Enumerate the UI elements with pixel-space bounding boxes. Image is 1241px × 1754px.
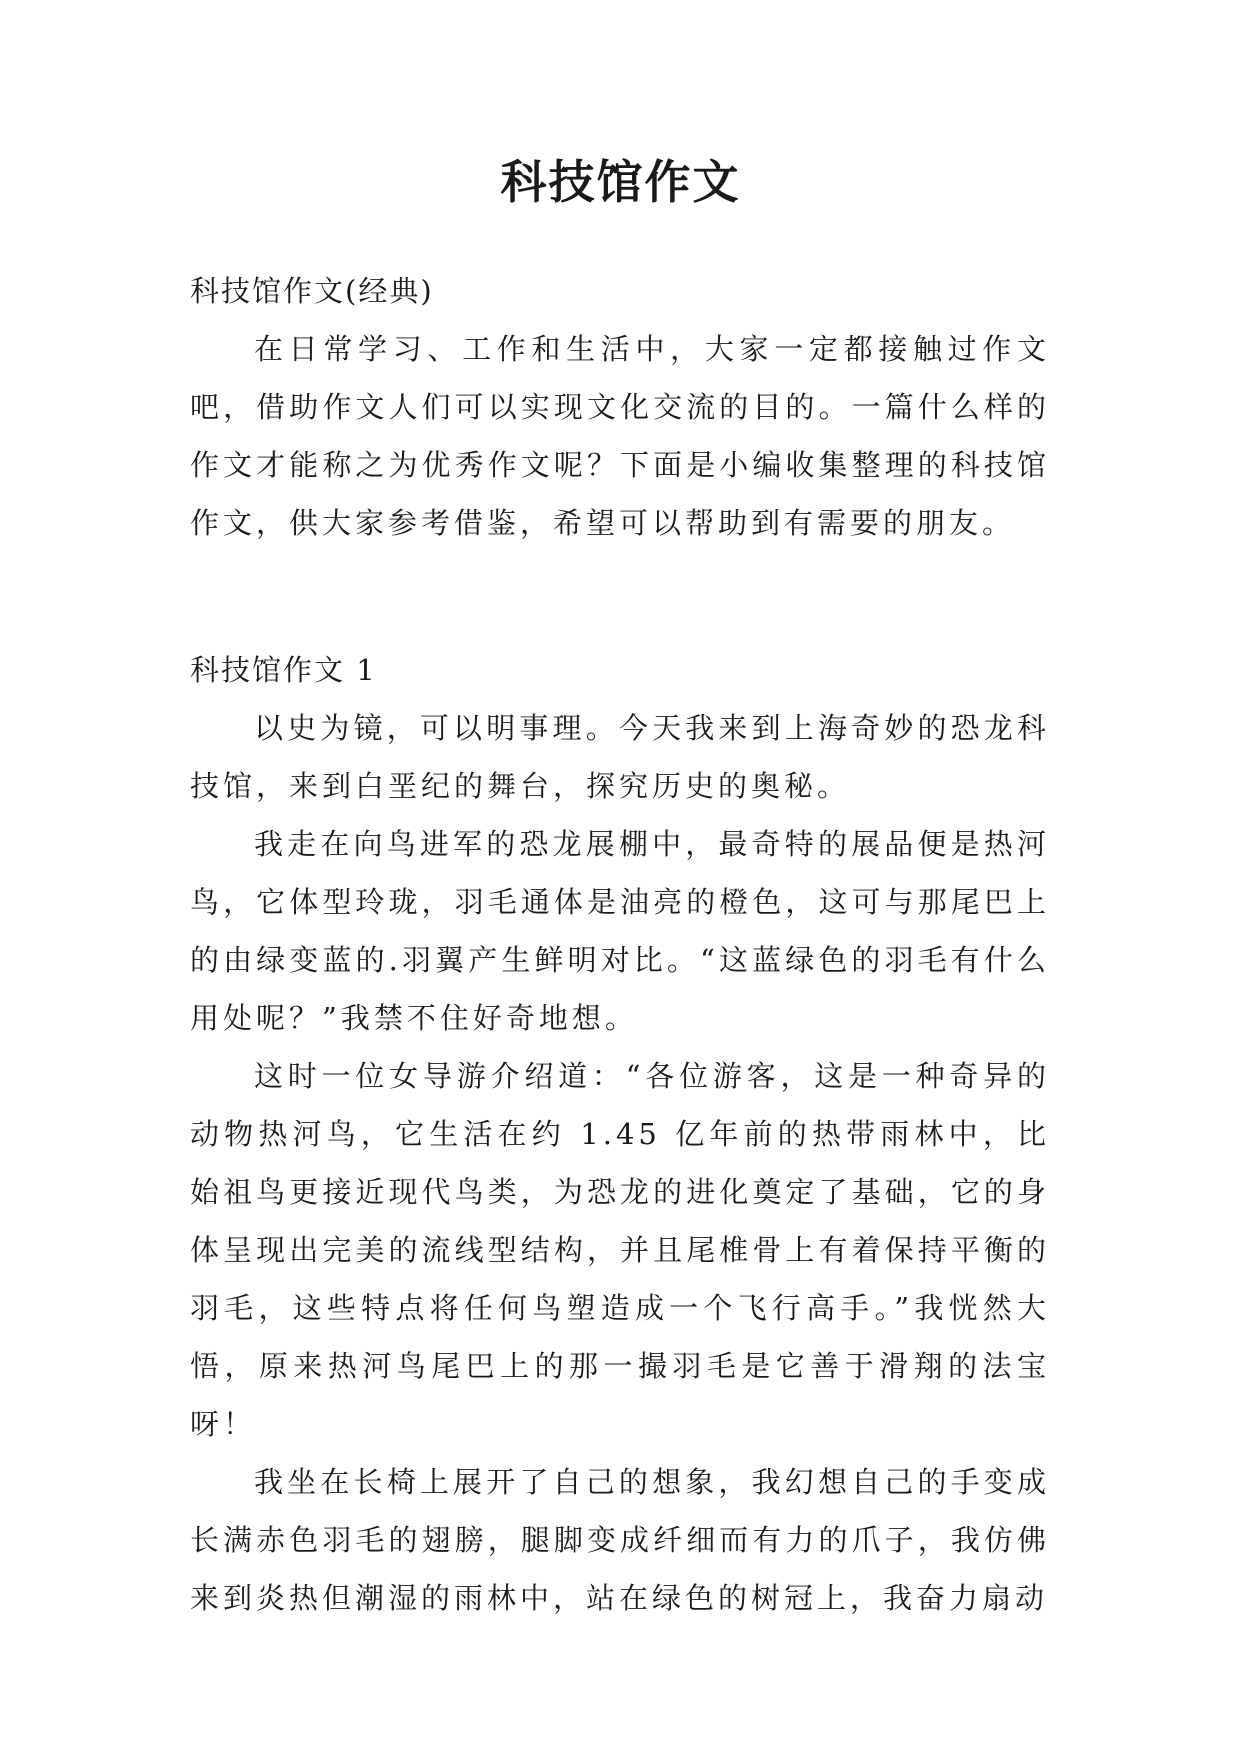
section-heading: 科技馆作文 1 — [190, 653, 377, 687]
body-paragraph: 我坐在长椅上展开了自己的想象，我幻想自己的手变成长满赤色羽毛的翅膀，腿脚变成纤细而有力的爪子，我仿佛来到炎热但潮湿的雨林中，站在绿色的树冠上，我奋力扇动 — [190, 1465, 1050, 1615]
body-paragraph: 这时一位女导游介绍道：“各位游客，这是一种奇异的动物热河鸟，它生活在约 1.45 亿年前的热带雨林中，比始祖鸟更接近现代鸟类，为恐龙的进化奠定了基础，它的身体呈现出完美的流线型结构，并且尾椎骨上有着保持平衡的羽毛，这些特点将任何鸟塑造成一个飞行高手。”我恍然大悟，原来热河鸟尾巴上的那一撮羽毛是它善于滑翔的法宝呀！ — [190, 1059, 1050, 1441]
document-subtitle: 科技馆作文(经典) — [190, 274, 434, 308]
body-paragraph: 以史为镜，可以明事理。今天我来到上海奇妙的恐龙科技馆，来到白垩纪的舞台，探究历史的奥秘。 — [190, 711, 1050, 803]
page-title: 科技馆作文 — [500, 155, 741, 209]
body-paragraph: 我走在向鸟进军的恐龙展棚中，最奇特的展品便是热河鸟，它体型玲珑，羽毛通体是油亮的橙色，这可与那尾巴上的由绿变蓝的.羽翼产生鲜明对比。“这蓝绿色的羽毛有什么用处呢？”我禁不住好奇地想。 — [190, 827, 1050, 1035]
intro-block — [190, 262, 1050, 552]
section-1 — [190, 641, 1050, 1627]
intro-paragraph: 在日常学习、工作和生活中，大家一定都接触过作文吧，借助作文人们可以实现文化交流的目的。一篇什么样的作文才能称之为优秀作文呢？下面是小编收集整理的科技馆作文，供大家参考借鉴，希望可以帮助到有需要的朋友。 — [190, 332, 1050, 540]
